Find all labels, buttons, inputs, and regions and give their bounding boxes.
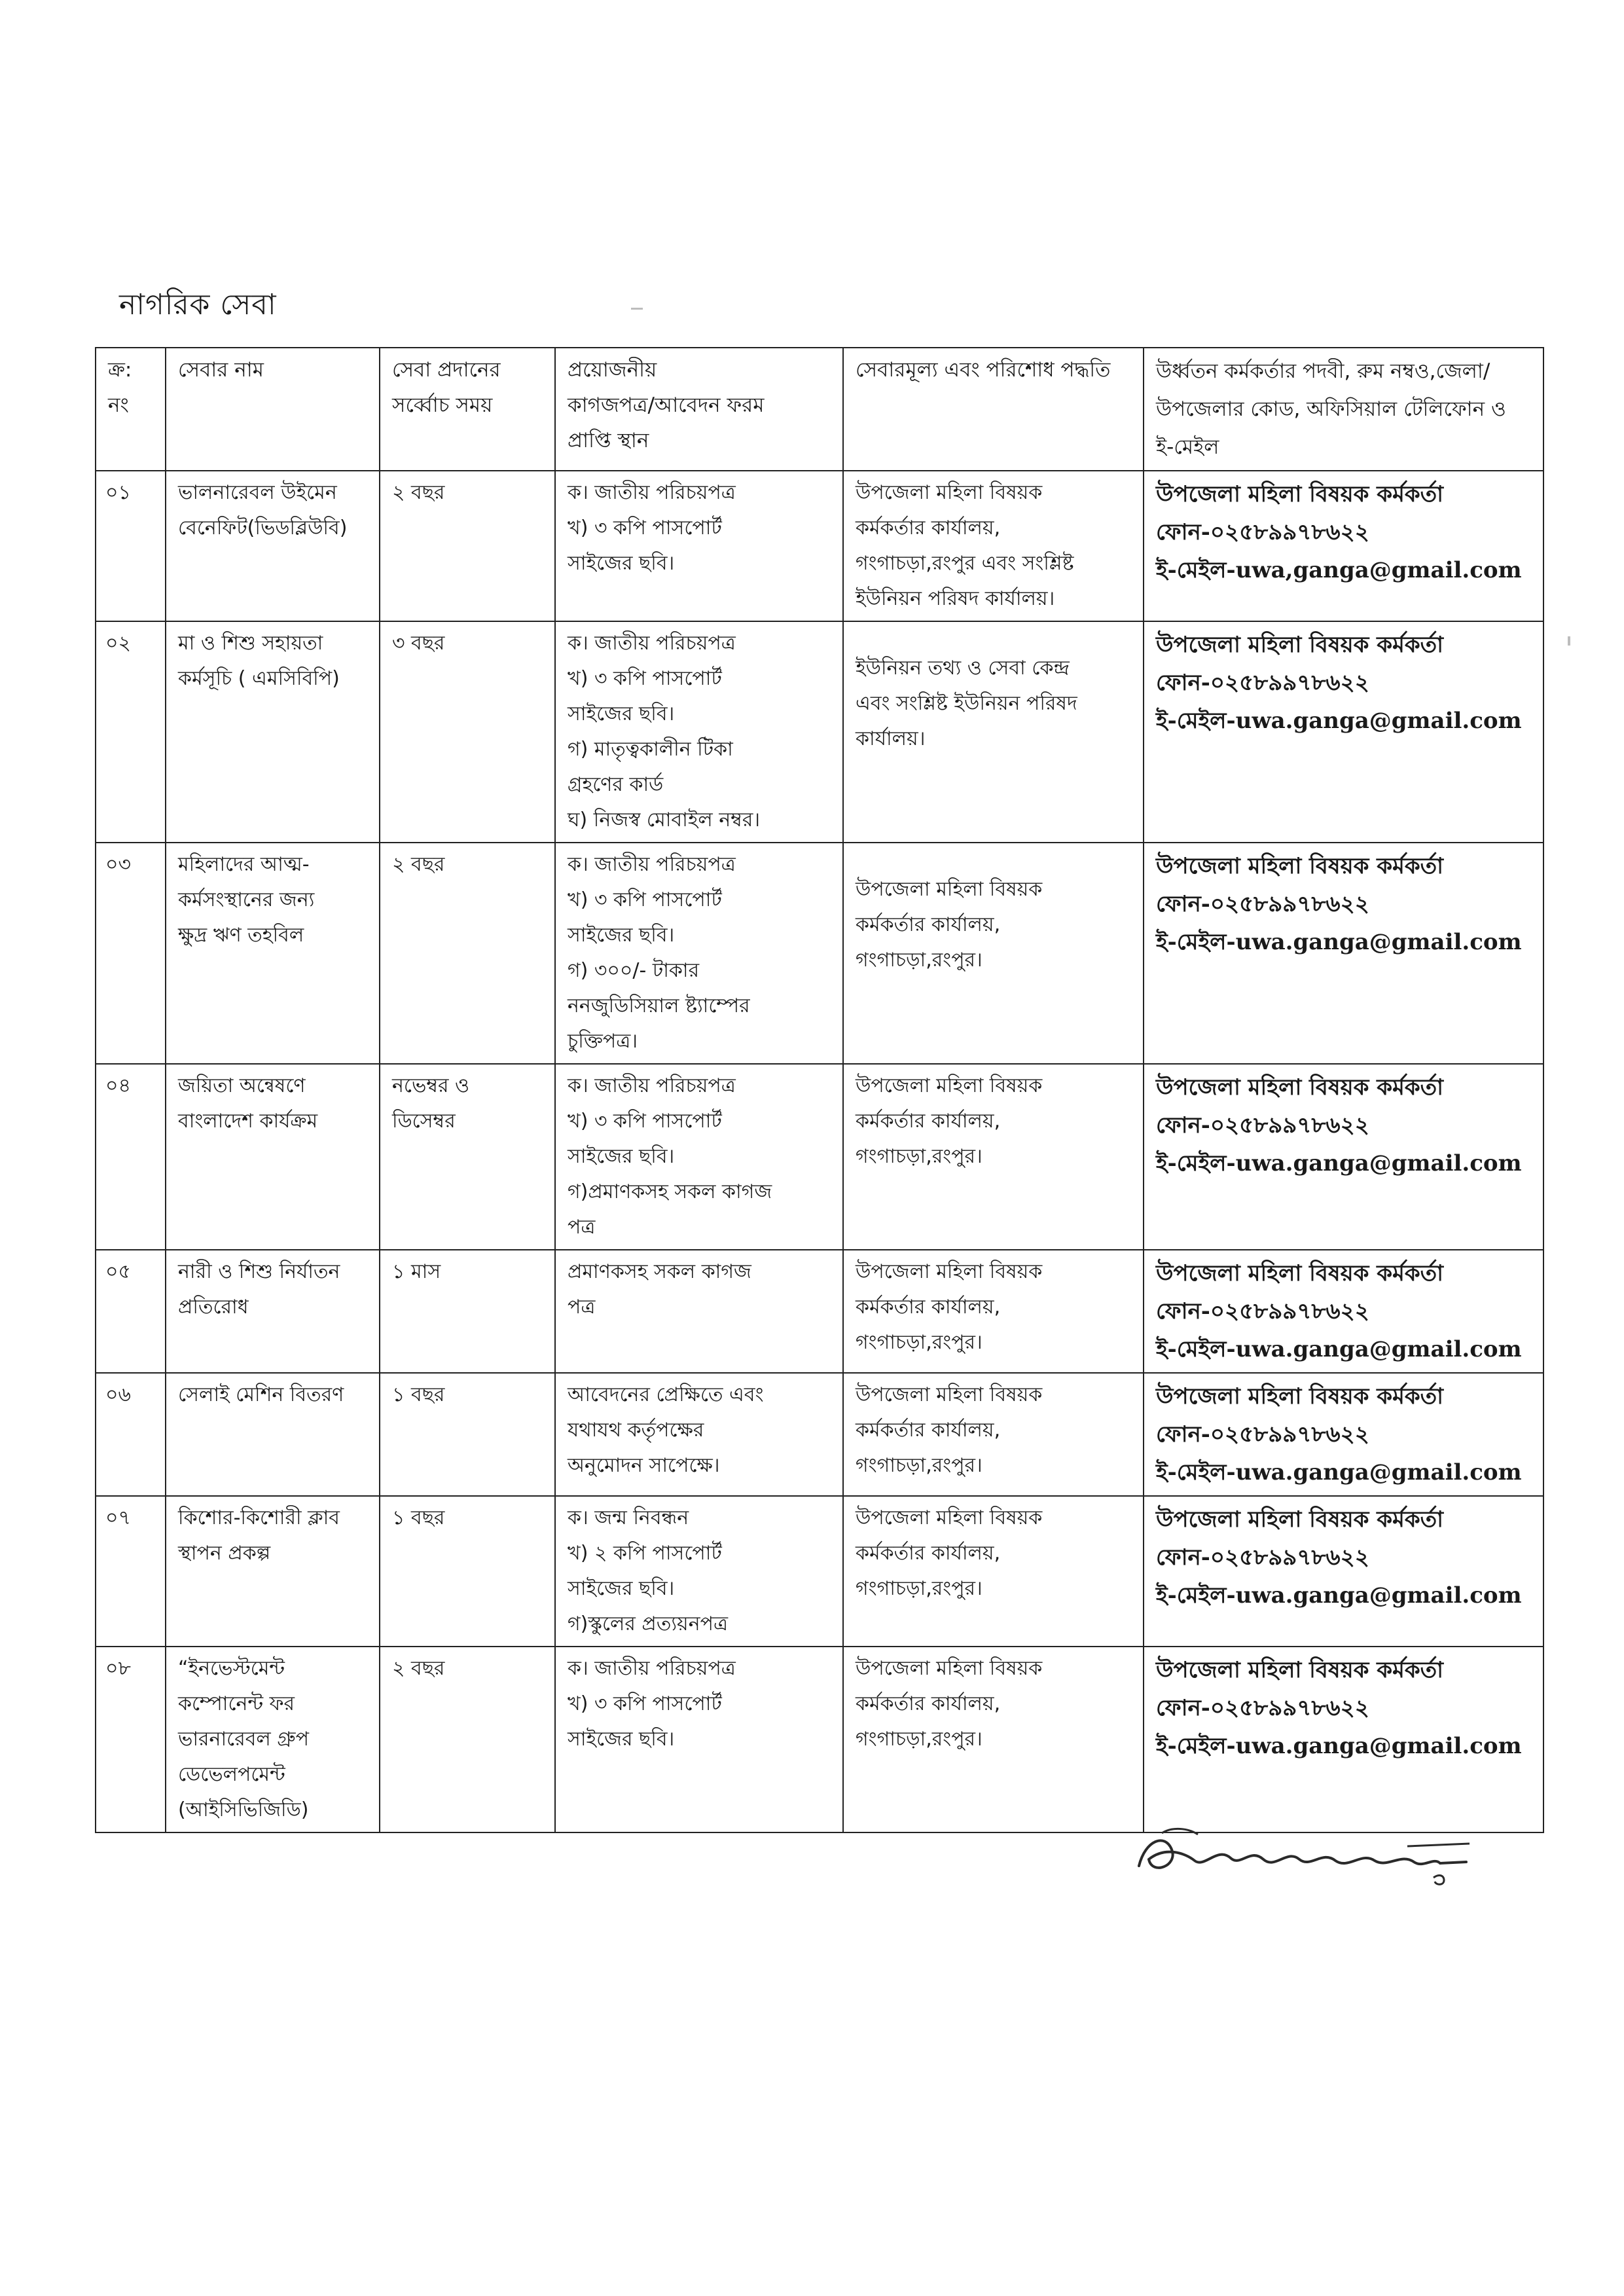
cell-line: মহিলাদের আত্ম- <box>178 853 310 876</box>
cell-line: ই-মেইল-uwa.ganga@gmail.com <box>1156 708 1522 734</box>
cell-line: উপজেলা মহিলা বিষয়ক <box>856 878 1043 901</box>
cell-line: কম্পোনেন্ট ফর <box>178 1692 295 1715</box>
cell-line: বেনেফিট(ভিডব্লিউবি) <box>178 517 348 539</box>
cell-service-name <box>166 1373 380 1496</box>
cell-line: ই-মেইল <box>1156 435 1219 459</box>
cell-line: গংগাচড়া,রংপুর। <box>856 1331 983 1354</box>
cell-service-name <box>166 1647 380 1832</box>
cell-fee-payment <box>843 1647 1144 1832</box>
cell-line: উপজেলা মহিলা বিষয়ক কর্মকর্তা <box>1156 1506 1444 1533</box>
cell-line: ই-মেইল-uwa.ganga@gmail.com <box>1156 1459 1522 1485</box>
cell-fee-payment <box>843 621 1144 843</box>
cell-fee-payment <box>843 471 1144 621</box>
cell-line: পত্র <box>568 1296 596 1319</box>
cell-line: ক। জাতীয় পরিচয়পত্র <box>568 1074 736 1097</box>
cell-line: প্রতিরোধ <box>178 1296 249 1319</box>
cell-line: উপজেলা মহিলা বিষয়ক <box>856 1657 1043 1680</box>
cell-line: উপজেলা মহিলা বিষয়ক কর্মকর্তা <box>1156 1074 1444 1101</box>
cell-required-documents <box>555 1064 843 1250</box>
cell-line: উপজেলা মহিলা বিষয়ক <box>856 1383 1043 1406</box>
header-serial <box>96 348 166 471</box>
cell-line: ক্র: <box>108 358 132 382</box>
cell-service-name <box>166 843 380 1064</box>
cell-line: ক। জাতীয় পরিচয়পত্র <box>568 632 736 655</box>
cell-line: ভারনারেবল গ্রুপ <box>178 1728 309 1751</box>
table-row <box>96 1496 1543 1647</box>
cell-line: ক। জাতীয় পরিচয়পত্র <box>568 1657 736 1680</box>
cell-line: উপজেলা মহিলা বিষয়ক কর্মকর্তা <box>1156 1383 1444 1410</box>
cell-line: খ) ৩ কপি পাসপোর্ট <box>568 667 722 690</box>
cell-max-time <box>380 621 555 843</box>
cell-required-documents <box>555 1373 843 1496</box>
cell-max-time <box>380 1064 555 1250</box>
cell-line: ১ বছর <box>392 1383 445 1406</box>
signature <box>1126 1820 1492 1892</box>
cell-fee-payment <box>843 1064 1144 1250</box>
table-row <box>96 1250 1543 1373</box>
cell-officer-contact <box>1144 471 1543 621</box>
cell-line: ই-মেইল-uwa.ganga@gmail.com <box>1156 929 1522 955</box>
cell-line: সাইজের ছবি। <box>568 552 675 575</box>
cell-required-documents <box>555 1250 843 1373</box>
cell-line: উপজেলা মহিলা বিষয়ক <box>856 1260 1043 1283</box>
cell-line: গ) ৩০০/- টাকার <box>568 959 700 982</box>
cell-line: ডেভেলপমেন্ট <box>178 1763 285 1786</box>
cell-line: কাগজপত্র/আবেদন ফরম <box>568 393 765 417</box>
cell-line: ফোন-০২৫৮৯৯৭৮৬২২ <box>1156 670 1369 696</box>
cell-line: গংগাচড়া,রংপুর। <box>856 1577 983 1600</box>
cell-service-name <box>166 1250 380 1373</box>
citizen-service-table <box>95 347 1544 1833</box>
cell-line: ই-মেইল-uwa,ganga@gmail.com <box>1156 557 1522 583</box>
cell-line: কর্মকর্তার কার্যালয়, <box>856 1692 1001 1715</box>
cell-line: যথাযথ কর্তৃপক্ষের <box>568 1419 704 1442</box>
table-row <box>96 1647 1543 1832</box>
cell-line: ফোন-০২৫৮৯৯৭৮৬২২ <box>1156 519 1369 545</box>
cell-line: জয়িতা অন্বেষণে <box>178 1074 306 1097</box>
cell-line: খ) ৩ কপি পাসপোর্ট <box>568 1692 722 1715</box>
cell-line: কর্মকর্তার কার্যালয়, <box>856 1542 1001 1565</box>
cell-line: গংগাচড়া,রংপুর। <box>856 1145 983 1168</box>
header-max-time <box>380 348 555 471</box>
cell-line: উপজেলা মহিলা বিষয়ক <box>856 1074 1043 1097</box>
table-row <box>96 1373 1543 1496</box>
cell-line: প্রাপ্তি স্থান <box>568 429 649 452</box>
cell-officer-contact <box>1144 1647 1543 1832</box>
cell-line: গংগাচড়া,রংপুর। <box>856 1728 983 1751</box>
header-officer-contact <box>1144 348 1543 471</box>
header-service-name <box>166 348 380 471</box>
cell-fee-payment <box>843 1496 1144 1647</box>
cell-line: ফোন-০২৫৮৯৯৭৮৬২২ <box>1156 1421 1369 1448</box>
cell-service-name <box>166 621 380 843</box>
cell-line: কর্মকর্তার কার্যালয়, <box>856 1110 1001 1133</box>
cell-service-name <box>166 1496 380 1647</box>
cell-line: সাইজের ছবি। <box>568 924 675 947</box>
cell-line: খ) ৩ কপি পাসপোর্ট <box>568 888 722 911</box>
cell-line: উপজেলা মহিলা বিষয়ক কর্মকর্তা <box>1156 632 1444 658</box>
cell-line: উপজেলা মহিলা বিষয়ক কর্মকর্তা <box>1156 1657 1444 1683</box>
cell-line: গংগাচড়া,রংপুর এবং সংশ্লিষ্ট <box>856 552 1074 575</box>
cell-line: নারী ও শিশু নির্যাতন <box>178 1260 340 1283</box>
cell-line: কর্মকর্তার কার্যালয়, <box>856 1419 1001 1442</box>
cell-line: খ) ২ কপি পাসপোর্ট <box>568 1542 722 1565</box>
cell-line: ক্ষুদ্র ঋণ তহবিল <box>178 924 304 947</box>
cell-fee-payment <box>843 843 1144 1064</box>
cell-line: সেবার নাম <box>178 358 264 382</box>
cell-fee-payment <box>843 1250 1144 1373</box>
cell-line: স্থাপন প্রকল্প <box>178 1542 271 1565</box>
cell-line: সাইজের ছবি। <box>568 1728 675 1751</box>
cell-line: “ইনভেস্টমেন্ট <box>178 1657 285 1680</box>
cell-line: উপজেলা মহিলা বিষয়ক কর্মকর্তা <box>1156 853 1444 879</box>
cell-line: ফোন-০২৫৮৯৯৭৮৬২২ <box>1156 1112 1369 1139</box>
cell-line: ই-মেইল-uwa.ganga@gmail.com <box>1156 1582 1522 1609</box>
cell-serial: ০৬ <box>96 1373 166 1496</box>
cell-line: উপজেলা মহিলা বিষয়ক কর্মকর্তা <box>1156 1260 1444 1286</box>
cell-line: গংগাচড়া,রংপুর। <box>856 949 983 972</box>
cell-serial: ০৮ <box>96 1647 166 1832</box>
cell-line: ক। জাতীয় পরিচয়পত্র <box>568 481 736 504</box>
cell-line: উর্ধ্বতন কর্মকর্তার পদবী, রুম নম্বও,জেলা/ <box>1156 359 1490 383</box>
cell-line: চুক্তিপত্র। <box>568 1030 638 1053</box>
cell-line: পত্র <box>568 1216 596 1239</box>
cell-line: উপজেলা মহিলা বিষয়ক <box>856 481 1043 504</box>
table-header-row <box>96 348 1543 471</box>
cell-line: গ) মাতৃত্বকালীন টিকা <box>568 738 733 761</box>
table-row <box>96 843 1543 1064</box>
cell-officer-contact <box>1144 1496 1543 1647</box>
cell-officer-contact <box>1144 1064 1543 1250</box>
cell-required-documents <box>555 1496 843 1647</box>
cell-line: ফোন-০২৫৮৯৯৭৮৬২২ <box>1156 1544 1369 1571</box>
cell-required-documents <box>555 621 843 843</box>
cell-line: ই-মেইল-uwa.ganga@gmail.com <box>1156 1336 1522 1362</box>
cell-line: আবেদনের প্রেক্ষিতে এবং <box>568 1383 764 1406</box>
cell-line: ১ মাস <box>392 1260 441 1283</box>
cell-service-name <box>166 471 380 621</box>
cell-line: সাইজের ছবি। <box>568 1577 675 1600</box>
cell-line: (আইসিভিজিডি) <box>178 1798 309 1821</box>
cell-line: ডিসেম্বর <box>392 1110 456 1133</box>
cell-line: প্রয়োজনীয় <box>568 358 657 382</box>
cell-line: সাইজের ছবি। <box>568 1145 675 1168</box>
cell-line: সেবারমূল্য এবং পরিশোধ পদ্ধতি <box>856 358 1111 382</box>
cell-service-name <box>166 1064 380 1250</box>
page-title: নাগরিক সেবা <box>119 288 277 321</box>
cell-line: নভেম্বর ও <box>392 1074 470 1097</box>
scan-speck <box>631 308 643 310</box>
cell-line: ২ বছর <box>392 481 445 504</box>
cell-serial: ০৪ <box>96 1064 166 1250</box>
table-row <box>96 1064 1543 1250</box>
cell-officer-contact <box>1144 1373 1543 1496</box>
cell-line: ফোন-০২৫৮৯৯৭৮৬২২ <box>1156 891 1369 917</box>
cell-max-time <box>380 1373 555 1496</box>
cell-required-documents <box>555 843 843 1064</box>
cell-line: ক। জন্ম নিবন্ধন <box>568 1506 689 1529</box>
cell-line: সর্ব্বোচ সময় <box>392 393 493 417</box>
cell-line: প্রমাণকসহ সকল কাগজ <box>568 1260 751 1283</box>
cell-line: ই-মেইল-uwa.ganga@gmail.com <box>1156 1150 1522 1176</box>
cell-line: গ)স্কুলের প্রত্যয়নপত্র <box>568 1613 729 1635</box>
cell-officer-contact <box>1144 621 1543 843</box>
table-row <box>96 621 1543 843</box>
cell-officer-contact <box>1144 843 1543 1064</box>
cell-line: ক। জাতীয় পরিচয়পত্র <box>568 853 736 876</box>
cell-line: গ)প্রমাণকসহ সকল কাগজ <box>568 1180 772 1203</box>
cell-serial: ০৭ <box>96 1496 166 1647</box>
cell-line: ফোন-০২৫৮৯৯৭৮৬২২ <box>1156 1695 1369 1721</box>
cell-max-time <box>380 1496 555 1647</box>
cell-line: ৩ বছর <box>392 632 445 655</box>
cell-line: সেলাই মেশিন বিতরণ <box>178 1383 344 1406</box>
cell-line: খ) ৩ কপি পাসপোর্ট <box>568 1110 722 1133</box>
cell-line: ননজুডিসিয়াল ষ্ট্যাম্পের <box>568 994 750 1017</box>
cell-line: সেবা প্রদানের <box>392 358 501 382</box>
cell-line: ১ বছর <box>392 1506 445 1529</box>
cell-line: নং <box>108 393 129 417</box>
cell-line: এবং সংশ্লিষ্ট ইউনিয়ন পরিষদ <box>856 692 1077 715</box>
cell-line: কিশোর-কিশোরী ক্লাব <box>178 1506 340 1529</box>
cell-max-time <box>380 1647 555 1832</box>
cell-line: ইউনিয়ন পরিষদ কার্যালয়। <box>856 587 1055 610</box>
cell-max-time <box>380 1250 555 1373</box>
cell-line: কর্মসংস্থানের জন্য <box>178 888 315 911</box>
cell-line: সাইজের ছবি। <box>568 702 675 725</box>
cell-fee-payment <box>843 1373 1144 1496</box>
cell-serial: ০৫ <box>96 1250 166 1373</box>
cell-line: উপজেলা মহিলা বিষয়ক কর্মকর্তা <box>1156 481 1444 507</box>
cell-line: কর্মসূচি ( এমসিবিপি) <box>178 667 340 690</box>
cell-required-documents <box>555 471 843 621</box>
cell-line: ভালনারেবল উইমেন <box>178 481 337 504</box>
cell-line: ফোন-০২৫৮৯৯৭৮৬২২ <box>1156 1298 1369 1324</box>
header-required-documents <box>555 348 843 471</box>
scan-speck <box>1568 636 1570 646</box>
cell-line: মা ও শিশু সহায়তা <box>178 632 323 655</box>
cell-officer-contact <box>1144 1250 1543 1373</box>
cell-max-time <box>380 843 555 1064</box>
cell-line: ইউনিয়ন তথ্য ও সেবা কেন্দ্র <box>856 657 1070 680</box>
cell-line: কার্যালয়। <box>856 727 926 750</box>
cell-serial: ০৩ <box>96 843 166 1064</box>
header-fee-payment <box>843 348 1144 471</box>
cell-line: ই-মেইল-uwa.ganga@gmail.com <box>1156 1733 1522 1759</box>
cell-line: অনুমোদন সাপেক্ষে। <box>568 1454 720 1477</box>
cell-line: উপজেলার কোড, অফিসিয়াল টেলিফোন ও <box>1156 397 1506 421</box>
cell-line: গ্রহণের কার্ড <box>568 773 664 796</box>
cell-line: কর্মকর্তার কার্যালয়, <box>856 517 1001 539</box>
cell-line: ২ বছর <box>392 1657 445 1680</box>
cell-serial: ০২ <box>96 621 166 843</box>
cell-line: উপজেলা মহিলা বিষয়ক <box>856 1506 1043 1529</box>
cell-line: বাংলাদেশ কার্যক্রম <box>178 1110 318 1133</box>
cell-line: গংগাচড়া,রংপুর। <box>856 1454 983 1477</box>
cell-required-documents <box>555 1647 843 1832</box>
cell-line: কর্মকর্তার কার্যালয়, <box>856 913 1001 936</box>
table-row <box>96 471 1543 621</box>
cell-max-time <box>380 471 555 621</box>
cell-line: খ) ৩ কপি পাসপোর্ট <box>568 517 722 539</box>
cell-line: কর্মকর্তার কার্যালয়, <box>856 1296 1001 1319</box>
cell-serial: ০১ <box>96 471 166 621</box>
cell-line: ২ বছর <box>392 853 445 876</box>
cell-line: ঘ) নিজস্ব মোবাইল নম্বর। <box>568 809 761 831</box>
